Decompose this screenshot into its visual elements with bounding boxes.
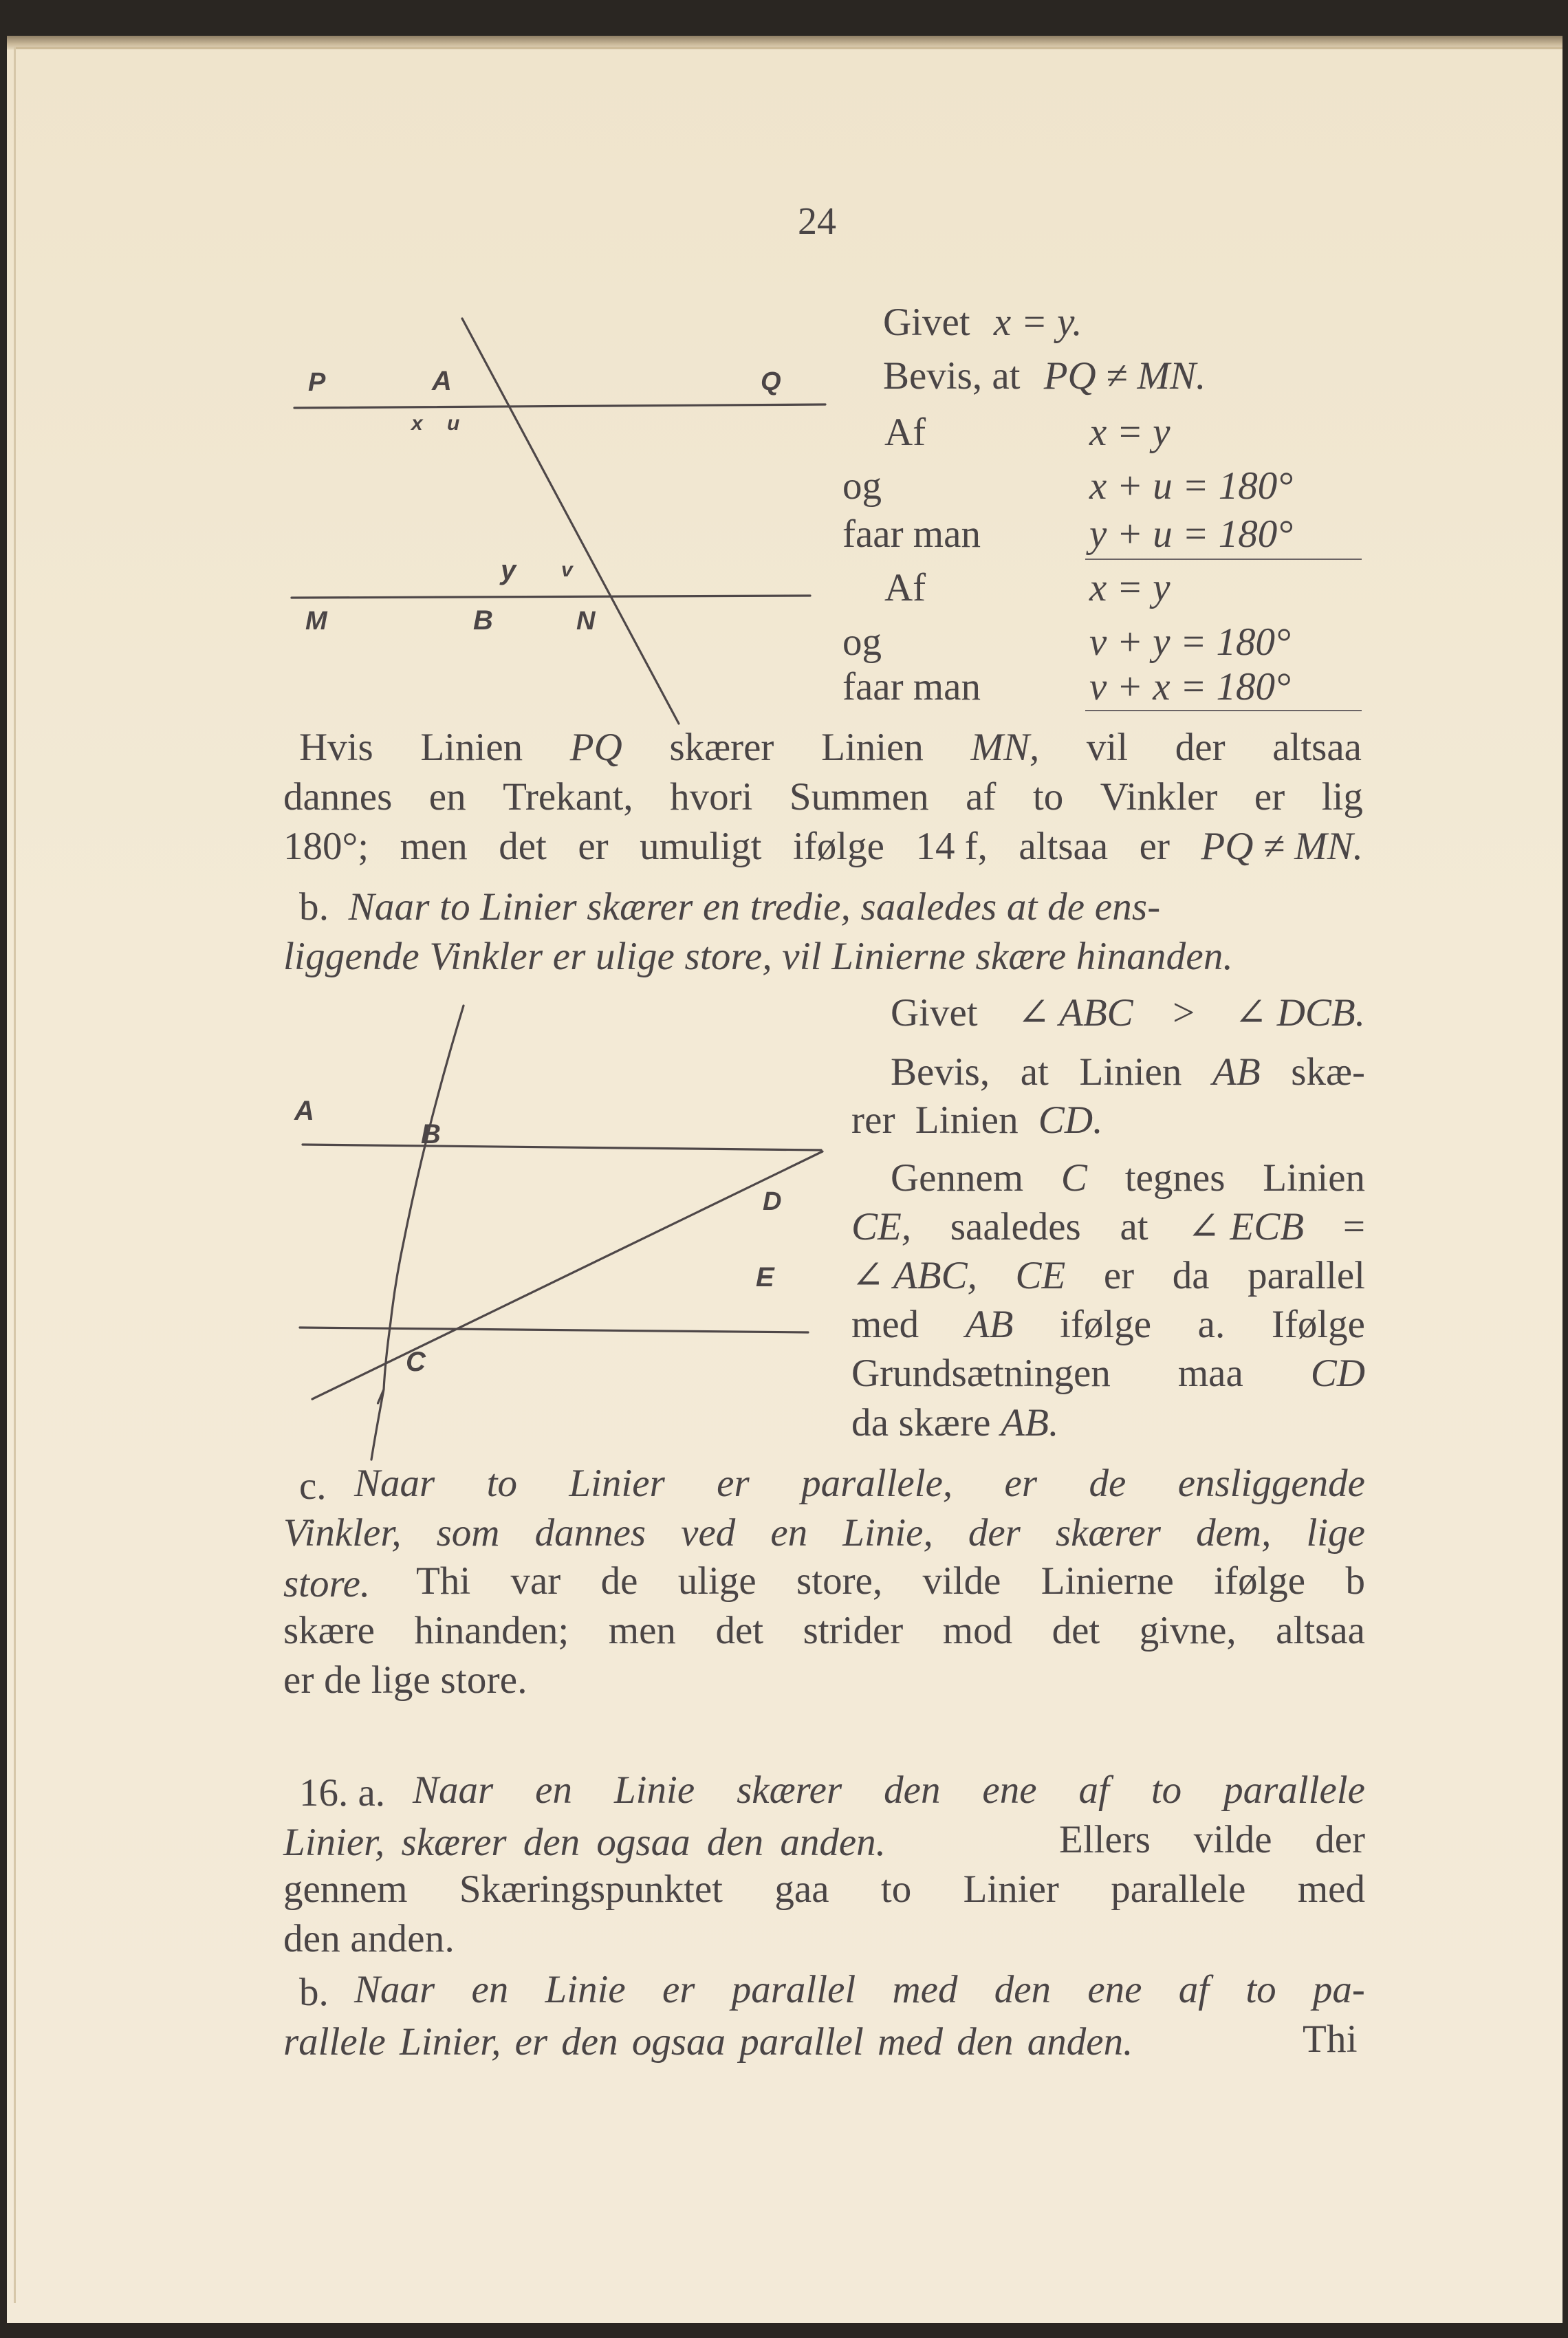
- proof2-line: [851, 1207, 1365, 1246]
- word: altsaa: [1272, 726, 1362, 769]
- bevis-word: Bevis, at: [883, 354, 1021, 398]
- word: 180°;: [283, 825, 369, 868]
- word: med: [851, 1303, 919, 1346]
- word: Linierne: [1041, 1559, 1174, 1603]
- word: Linien: [1079, 1050, 1182, 1094]
- word: det: [1052, 1609, 1100, 1652]
- theorem-16a-line1: [413, 1768, 1365, 1812]
- transversal-bc: [371, 1006, 464, 1460]
- word: Linie: [545, 1968, 626, 2011]
- theorem-16a-line3: [283, 1870, 1365, 1909]
- proof2-line: [851, 1403, 1059, 1442]
- word: Thi: [416, 1559, 471, 1603]
- word: altsaa: [1019, 825, 1109, 868]
- word: ∠ ABC,: [851, 1254, 977, 1297]
- word: det: [499, 825, 547, 868]
- proof2-line: [851, 1354, 1365, 1393]
- word: AB: [1212, 1050, 1261, 1094]
- word: parallel: [731, 1968, 856, 2011]
- word: skærer: [669, 726, 774, 769]
- word: vilde: [1193, 1818, 1272, 1861]
- bevis-expr: PQ ≠ MN.: [1043, 354, 1206, 398]
- word: at: [1120, 1205, 1148, 1248]
- word: Linier: [569, 1462, 665, 1505]
- word: de: [1089, 1462, 1126, 1505]
- proof1-expr: y + u = 180°: [1089, 512, 1294, 556]
- word: AB: [965, 1303, 1014, 1346]
- label-e: E: [756, 1262, 774, 1292]
- word: men: [608, 1609, 676, 1652]
- theorem-c-line4: [283, 1611, 1365, 1650]
- label-m: M: [305, 607, 327, 636]
- page-number: 24: [798, 200, 836, 243]
- proof1-expr: x = y: [1089, 566, 1170, 609]
- word: Trekant,: [503, 775, 633, 819]
- word: Naar: [354, 1968, 435, 2011]
- proof1-word: faar man: [842, 512, 981, 556]
- givet-expr: x = y.: [993, 301, 1082, 344]
- theorem-16b-line2-end: Thi: [1303, 2017, 1358, 2061]
- word: er: [578, 825, 609, 868]
- word: Vinkler: [1100, 775, 1218, 819]
- word: er: [1139, 825, 1170, 868]
- word: en: [471, 1968, 509, 2011]
- word: maa: [1177, 1352, 1243, 1395]
- proof1-expr: v + x = 180°: [1089, 665, 1291, 708]
- word: Linie: [613, 1768, 695, 1812]
- word: Bevis,: [891, 1050, 990, 1094]
- word: hvori: [670, 775, 753, 819]
- theorem-c-label: c.: [299, 1464, 327, 1508]
- label-d: D: [763, 1187, 782, 1216]
- word: ene: [1087, 1968, 1142, 2011]
- label-a: A: [294, 1096, 314, 1126]
- line-ab: [303, 1145, 821, 1150]
- word: to: [1151, 1768, 1182, 1812]
- label-x: x: [411, 412, 423, 435]
- proof2-line: [851, 1305, 1365, 1344]
- label-u: u: [447, 412, 460, 435]
- word: hinanden;: [414, 1609, 569, 1652]
- word: skærer: [737, 1768, 842, 1812]
- proof1-word: faar man: [842, 665, 981, 708]
- word: en: [535, 1768, 572, 1812]
- word: lige: [1306, 1511, 1365, 1555]
- word: Vinkler,: [283, 1511, 402, 1555]
- theorem-16b-label: b.: [299, 1971, 329, 2014]
- word: >: [1173, 991, 1195, 1035]
- word: den: [994, 1968, 1052, 2011]
- word: Naar: [413, 1768, 494, 1812]
- word: CE,: [851, 1205, 912, 1248]
- theorem-16a-line2: [1059, 1820, 1365, 1859]
- word: Linien: [915, 1098, 1019, 1142]
- word: ved: [681, 1511, 736, 1555]
- word: af: [966, 775, 997, 819]
- theorem-c-line3: [416, 1561, 1365, 1601]
- word: a.: [1197, 1303, 1226, 1346]
- theorem-16b-line2-italic: rallele Linier, er den ogsaa parallel med den anden.: [283, 2020, 1133, 2064]
- word: Hvis: [299, 726, 373, 769]
- label-b: B: [473, 605, 493, 636]
- word: umuligt: [640, 825, 762, 868]
- proof2-line: [891, 1052, 1365, 1092]
- word: dannes: [283, 775, 393, 819]
- word: rer: [851, 1098, 895, 1142]
- proof1-word: Af: [884, 566, 926, 609]
- word: MN,: [970, 726, 1040, 769]
- word: er: [717, 1462, 750, 1505]
- word: at: [1020, 1050, 1049, 1094]
- word: to: [486, 1462, 517, 1505]
- word: skærer: [1055, 1511, 1161, 1555]
- word: Linien: [1263, 1156, 1365, 1200]
- word: Linie,: [842, 1511, 933, 1555]
- word: med: [1297, 1868, 1365, 1911]
- line-ce: [300, 1328, 808, 1332]
- label-c: C: [406, 1347, 426, 1377]
- word: dannes: [534, 1511, 646, 1555]
- word: var: [510, 1559, 561, 1603]
- word: Skæringspunktet: [459, 1868, 723, 1911]
- word: er: [1103, 1254, 1135, 1297]
- word: de: [600, 1559, 638, 1603]
- theorem-16b-line1: [354, 1970, 1365, 2009]
- word: gennem: [283, 1868, 408, 1911]
- word: skæ-: [1291, 1050, 1365, 1094]
- word: store,: [796, 1559, 883, 1603]
- word: pa-: [1312, 1968, 1365, 2011]
- word: parallel: [1248, 1254, 1365, 1297]
- word: Linier: [963, 1868, 1059, 1911]
- theorem-16a-line4: den anden.: [283, 1917, 455, 1960]
- proof1-word: og: [842, 620, 882, 664]
- line-cd: [312, 1151, 823, 1399]
- word: Summen: [789, 775, 929, 819]
- word: AB.: [1001, 1401, 1059, 1444]
- word: CE: [1015, 1254, 1066, 1297]
- word: men: [400, 825, 468, 868]
- word: Ellers: [1059, 1818, 1151, 1861]
- word: det: [715, 1609, 764, 1652]
- word: ∠ ECB: [1187, 1205, 1305, 1248]
- word: der: [1315, 1818, 1365, 1861]
- label-a: A: [432, 366, 452, 396]
- proof2-line: [851, 1098, 1103, 1142]
- proof2-line: [851, 1256, 1365, 1295]
- word: parallele: [1223, 1768, 1365, 1812]
- word: PQ: [569, 726, 622, 769]
- proof1-expr: x + u = 180°: [1089, 464, 1294, 508]
- word: =: [1342, 1205, 1365, 1248]
- word: ensliggende: [1177, 1462, 1365, 1505]
- word: er: [1254, 775, 1285, 819]
- label-b: B: [421, 1119, 441, 1149]
- theorem-16a-line2-italic: Linier, skærer den ogsaa den anden.: [283, 1821, 886, 1864]
- word: lig: [1321, 775, 1363, 819]
- word: gaa: [774, 1868, 829, 1911]
- word: ifølge: [1060, 1303, 1152, 1346]
- word: den: [884, 1768, 941, 1812]
- word: der: [968, 1511, 1021, 1555]
- label-q: Q: [761, 367, 781, 396]
- word: mod: [942, 1609, 1013, 1652]
- label-v: v: [561, 559, 573, 581]
- word: er: [1004, 1462, 1038, 1505]
- proof2-line: [891, 991, 1365, 1035]
- word: CD.: [1038, 1098, 1103, 1142]
- word: to: [880, 1868, 912, 1911]
- theorem-b-line2: liggende Vinkler er ulige store, vil Linierne skære hinanden.: [283, 935, 1233, 978]
- proof1-word: og: [842, 464, 882, 508]
- word: b: [1345, 1559, 1365, 1603]
- word: en: [428, 775, 466, 819]
- theorem-c-line5: er de lige store.: [283, 1658, 527, 1702]
- word: PQ ≠ MN.: [1201, 825, 1363, 868]
- word: ifølge: [792, 825, 884, 868]
- theorem-b-label: b.: [299, 885, 329, 929]
- theorem-c-line1: [354, 1464, 1365, 1503]
- word: ene: [982, 1768, 1037, 1812]
- proof1-expr: v + y = 180°: [1089, 620, 1291, 664]
- word: da skære: [851, 1401, 991, 1444]
- label-y: y: [501, 555, 516, 585]
- word: af: [1178, 1968, 1210, 2011]
- word: Naar: [354, 1462, 435, 1505]
- word: Linien: [821, 726, 924, 769]
- word: Givet: [891, 991, 978, 1035]
- word: dem,: [1196, 1511, 1272, 1555]
- word: strider: [803, 1609, 904, 1652]
- word: Gennem: [891, 1156, 1024, 1200]
- word: altsaa: [1276, 1609, 1365, 1652]
- word: vil: [1086, 726, 1129, 769]
- word: givne,: [1139, 1609, 1237, 1652]
- word: to: [1245, 1968, 1276, 2011]
- word: C: [1060, 1156, 1087, 1200]
- word: der: [1175, 726, 1226, 769]
- word: en: [770, 1511, 808, 1555]
- word: tegnes: [1124, 1156, 1226, 1200]
- word: vilde: [922, 1559, 1001, 1603]
- theorem-c-line3-italic: store.: [283, 1562, 371, 1605]
- proof1-expr: x = y: [1089, 411, 1170, 454]
- givet-word: Givet: [883, 301, 970, 344]
- word: med: [892, 1968, 958, 2011]
- label-p: P: [308, 368, 326, 397]
- word: 14 f,: [915, 825, 988, 868]
- word: Linien: [420, 726, 523, 769]
- word: parallele: [1111, 1868, 1246, 1911]
- word: Grundsætningen: [851, 1352, 1111, 1395]
- word: parallele,: [801, 1462, 953, 1505]
- proof2-line: [891, 1158, 1365, 1198]
- word: ifølge: [1214, 1559, 1306, 1603]
- word: Ifølge: [1271, 1303, 1365, 1346]
- word: saaledes: [950, 1205, 1081, 1248]
- word: CD: [1310, 1352, 1365, 1395]
- word: af: [1078, 1768, 1109, 1812]
- word: da: [1172, 1254, 1210, 1297]
- word: er: [662, 1968, 695, 2011]
- proof1-word: Af: [884, 411, 926, 454]
- word: ulige: [677, 1559, 756, 1603]
- word: to: [1032, 775, 1064, 819]
- theorem-16a-label: 16. a.: [299, 1771, 386, 1815]
- word: som: [436, 1511, 500, 1555]
- theorem-c-line2: [283, 1511, 1365, 1555]
- theorem-b-text: Naar to Linier skærer en tredie, saaledes at de ens-: [348, 885, 1161, 929]
- word: ∠ DCB.: [1234, 991, 1365, 1035]
- word: ∠ ABC: [1017, 991, 1133, 1035]
- word: skære: [283, 1609, 375, 1652]
- label-n: N: [576, 607, 596, 636]
